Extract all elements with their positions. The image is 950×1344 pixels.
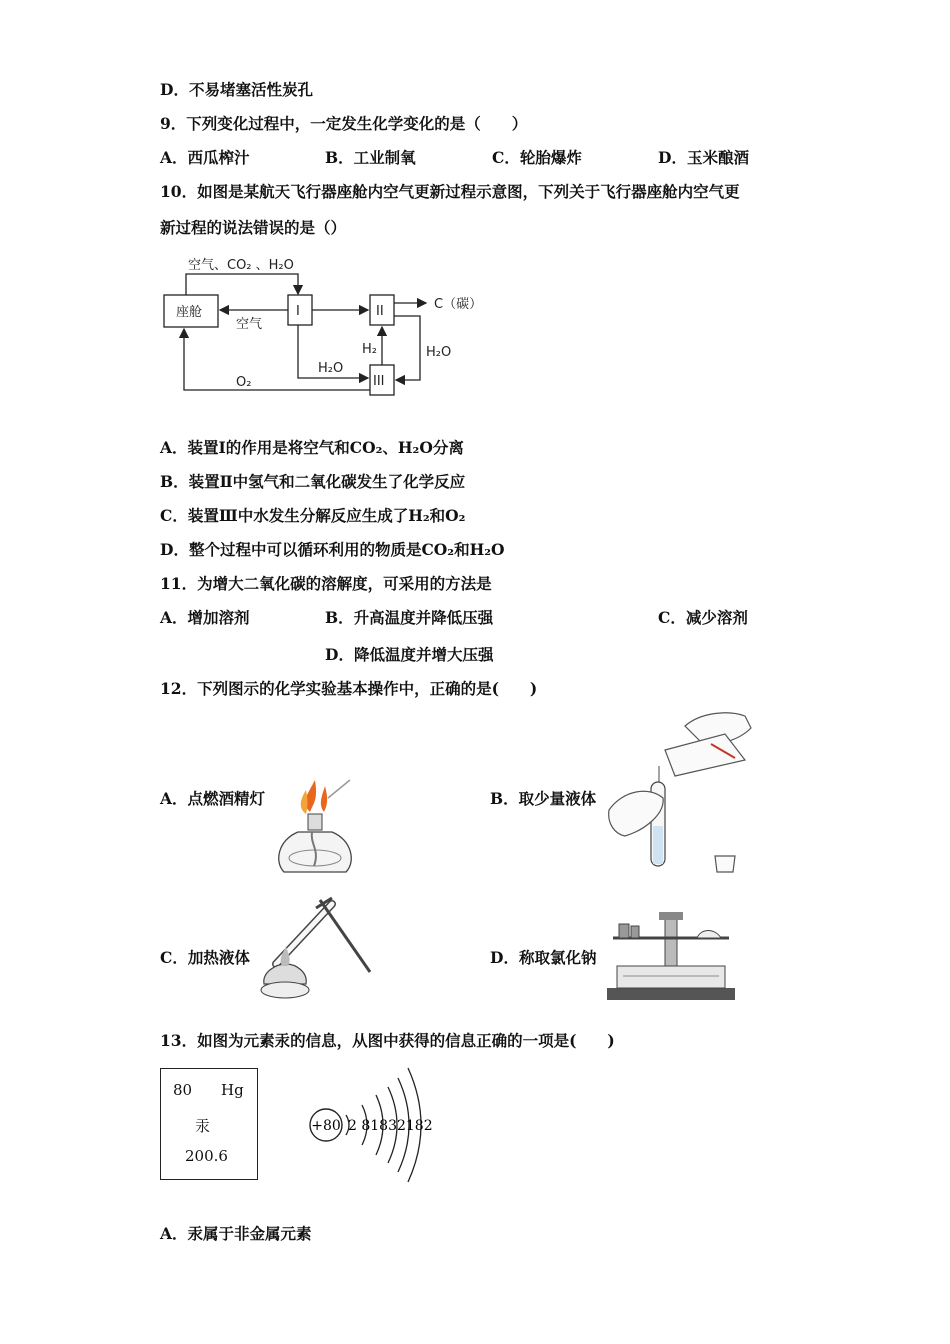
q12-stem: 12．下列图示的化学实验基本操作中，正确的是( ) — [160, 679, 538, 698]
q13-option-a: A．汞属于非金属元素 — [160, 1224, 312, 1243]
q10-option-d: D．整个过程中可以循环利用的物质是CO₂和H₂O — [160, 540, 505, 559]
electron-shells: 2 81832182 — [348, 1118, 433, 1134]
q12-option-b: B．取少量液体 — [490, 789, 597, 808]
q11-option-d: D．降低温度并增大压强 — [325, 645, 494, 664]
q12-option-d: D．称取氯化钠 — [490, 948, 597, 967]
q11-stem: 11．为增大二氧化碳的溶解度，可采用的方法是 — [160, 574, 492, 593]
q9-option-c: C．轮胎爆炸 — [492, 148, 582, 167]
q9-option-b: B．工业制氧 — [325, 148, 416, 167]
q11-option-b: B．升高温度并降低压强 — [325, 608, 494, 627]
atomic-number: 80 — [173, 1081, 193, 1099]
cabin-label: 座舱 — [176, 305, 203, 320]
q11-option-c: C．减少溶剂 — [658, 608, 748, 627]
q10-option-a: A．装置Ⅰ的作用是将空气和CO₂、H₂O分离 — [160, 438, 464, 457]
q12-option-a: A．点燃酒精灯 — [160, 789, 266, 808]
h2o-left-label: H₂O — [318, 361, 344, 376]
alcohol-lamp-lighting-image — [270, 772, 360, 876]
q12-option-c: C．加热液体 — [160, 948, 250, 967]
device-2-label: II — [376, 304, 384, 319]
q13-stem: 13．如图为元素汞的信息，从图中获得的信息正确的一项是( ) — [160, 1031, 615, 1050]
o2-label: O₂ — [236, 375, 252, 390]
device-1-box — [288, 295, 312, 325]
q9-stem: 9．下列变化过程中，一定发生化学变化的是（ ） — [160, 114, 528, 133]
device-1-label: I — [296, 304, 300, 319]
q9-option-d: D．玉米酿酒 — [658, 148, 749, 167]
device-3-label: III — [373, 374, 385, 389]
diagram-top-label: 空气、CO₂ 、H₂O — [188, 258, 294, 273]
element-card-mercury — [160, 1068, 258, 1180]
heat-liquid-image — [256, 894, 376, 1002]
cabin-air-diagram — [158, 250, 498, 400]
q10-stem-line2: 新过程的说法错误的是（） — [160, 218, 347, 237]
q8-option-d: D．不易堵塞活性炭孔 — [160, 80, 313, 99]
q10-stem-line1: 10．如图是某航天飞行器座舱内空气更新过程示意图，下列关于飞行器座舱内空气更 — [160, 182, 740, 201]
element-symbol: Hg — [221, 1081, 244, 1099]
mercury-atom-structure — [300, 1060, 450, 1190]
q10-option-b: B．装置Ⅱ中氢气和二氧化碳发生了化学反应 — [160, 472, 466, 491]
element-name: 汞 — [195, 1117, 211, 1135]
q9-option-a: A．西瓜榨汁 — [160, 148, 250, 167]
q11-option-a: A．增加溶剂 — [160, 608, 250, 627]
nucleus-charge: +80 — [311, 1118, 341, 1134]
q10-option-c: C．装置Ⅲ中水发生分解反应生成了H₂和O₂ — [160, 506, 466, 525]
air-label: 空气 — [236, 317, 263, 332]
h2o-right-label: H₂O — [426, 345, 452, 360]
h2-label: H₂ — [362, 342, 377, 357]
atomic-mass: 200.6 — [185, 1147, 228, 1165]
take-liquid-image — [605, 706, 755, 874]
weigh-nacl-image — [603, 910, 739, 1002]
carbon-label: C（碳） — [434, 297, 483, 312]
